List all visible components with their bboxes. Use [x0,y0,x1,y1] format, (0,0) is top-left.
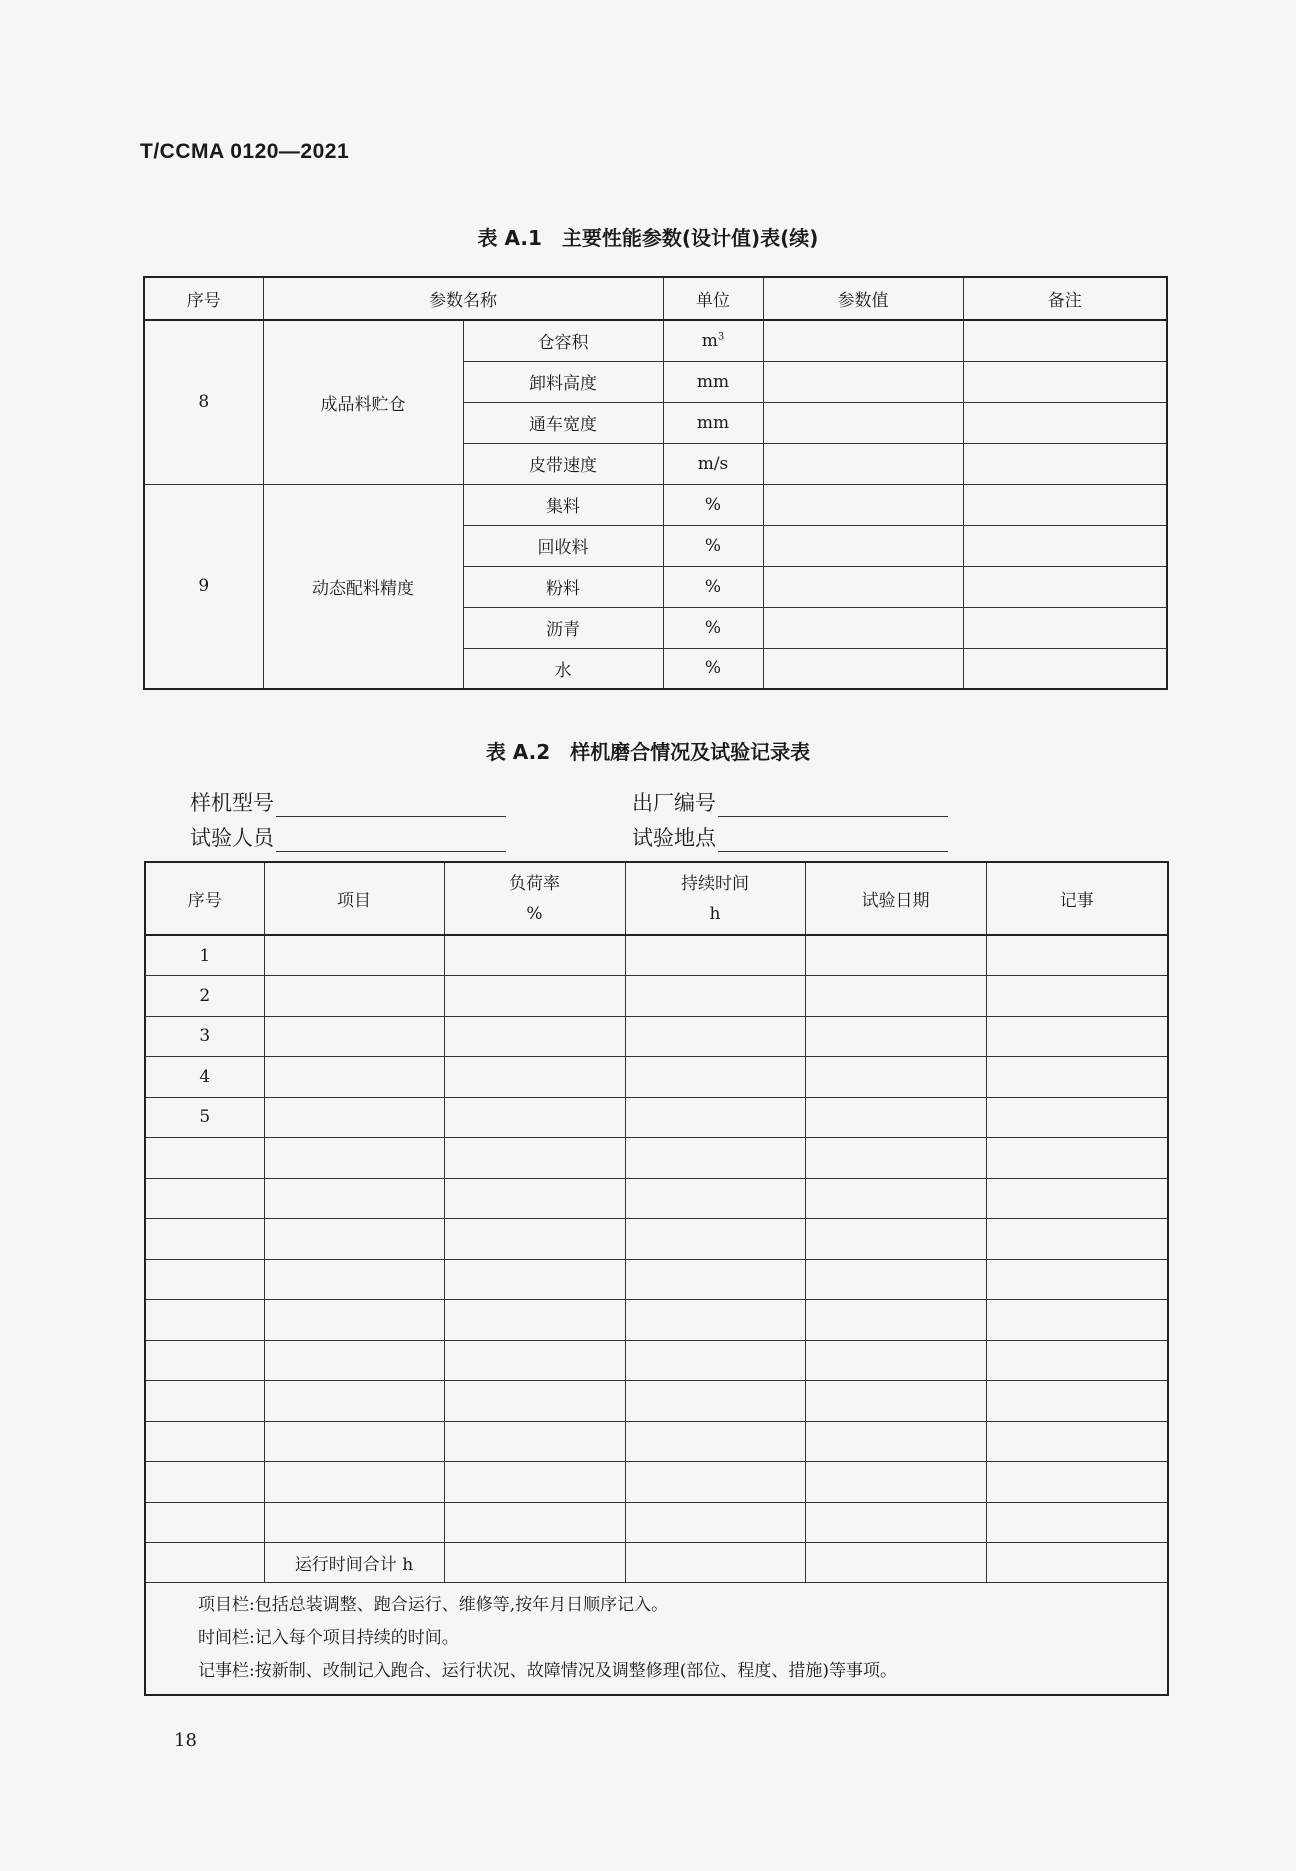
duration-cell[interactable] [625,1340,805,1381]
table-a1 [143,276,1168,690]
date-cell[interactable] [805,1097,986,1138]
item-cell[interactable] [264,1300,444,1341]
header-test-date: 试验日期 [805,862,986,935]
unit-cell: % [663,566,763,607]
table-row [144,484,1167,525]
table-row [145,1097,1168,1138]
table-row [144,320,1167,361]
value-cell [763,320,963,361]
row-number [145,1462,264,1503]
value-cell [763,648,963,689]
notes-cell[interactable] [986,1057,1168,1098]
date-cell[interactable] [805,1259,986,1300]
location-field [632,822,948,852]
duration-cell[interactable] [625,1178,805,1219]
row-number: 5 [145,1097,264,1138]
notes-cell[interactable] [986,1502,1168,1543]
table-a2-header-row [145,862,1168,935]
notes-cell[interactable] [986,1421,1168,1462]
item-cell[interactable] [264,1178,444,1219]
duration-cell[interactable] [625,1097,805,1138]
value-cell [763,361,963,402]
remark-cell [963,484,1167,525]
header-load-rate-unit: % [526,903,543,924]
item-cell[interactable] [264,1381,444,1422]
unit-cell: mm [663,361,763,402]
document-id: T/CCMA 0120—2021 [140,140,350,163]
duration-cell[interactable] [625,935,805,976]
row-number [145,1340,264,1381]
unit-cell: % [663,648,763,689]
row-number: 2 [145,976,264,1017]
notes-cell[interactable] [986,1097,1168,1138]
header-item: 项目 [264,862,444,935]
item-cell[interactable] [264,935,444,976]
unit-cell: mm [663,402,763,443]
model-label: 样机型号 [190,791,274,815]
table-row [145,1340,1168,1381]
date-cell[interactable] [805,1138,986,1179]
remark-cell [963,361,1167,402]
row-number [145,1219,264,1260]
load-rate-cell[interactable] [444,1502,625,1543]
total-cell[interactable] [805,1543,986,1583]
header-no: 序号 [144,277,263,320]
row-number [145,1381,264,1422]
load-rate-cell[interactable] [444,1421,625,1462]
notes-cell[interactable] [986,1219,1168,1260]
table-row [145,1259,1168,1300]
total-cell[interactable] [444,1543,625,1583]
load-rate-cell[interactable] [444,1462,625,1503]
footnote-time: 时间栏:记入每个项目持续的时间。 [198,1628,459,1648]
table-row [145,1462,1168,1503]
param-name: 水 [463,648,663,689]
table-row [145,1502,1168,1543]
notes-cell[interactable] [986,1016,1168,1057]
header-load-rate-label: 负荷率 [509,873,560,894]
notes-cell[interactable] [986,976,1168,1017]
unit-cell: % [663,607,763,648]
table-row [145,1016,1168,1057]
date-cell[interactable] [805,1219,986,1260]
param-name: 回收料 [463,525,663,566]
duration-cell[interactable] [625,1381,805,1422]
item-cell[interactable] [264,976,444,1017]
duration-cell[interactable] [625,1057,805,1098]
param-name: 卸料高度 [463,361,663,402]
load-rate-cell[interactable] [444,1016,625,1057]
notes-cell[interactable] [986,1259,1168,1300]
total-label: 运行时间合计 h [264,1543,444,1583]
total-no-cell [145,1543,264,1583]
date-cell[interactable] [805,1381,986,1422]
notes-cell[interactable] [986,1462,1168,1503]
date-cell[interactable] [805,1016,986,1057]
value-cell [763,443,963,484]
row-number [145,1259,264,1300]
table-a1-header-row [144,277,1167,320]
date-cell[interactable] [805,1462,986,1503]
load-rate-cell[interactable] [444,935,625,976]
total-cell[interactable] [986,1543,1168,1583]
unit-cell: % [663,484,763,525]
model-field [190,787,506,817]
total-cell[interactable] [625,1543,805,1583]
table-row [145,1178,1168,1219]
date-cell[interactable] [805,1057,986,1098]
location-label: 试验地点 [632,826,716,850]
remark-cell [963,320,1167,361]
notes-cell[interactable] [986,1300,1168,1341]
duration-cell[interactable] [625,1421,805,1462]
total-row [145,1543,1168,1583]
row-number [145,1421,264,1462]
item-cell[interactable] [264,1502,444,1543]
header-duration [625,862,805,935]
value-cell [763,525,963,566]
row-number [145,1138,264,1179]
model-blank[interactable] [276,794,506,817]
row-number: 3 [145,1016,264,1057]
load-rate-cell[interactable] [444,1381,625,1422]
load-rate-cell[interactable] [444,976,625,1017]
tester-field [190,822,506,852]
date-cell[interactable] [805,1300,986,1341]
remark-cell [963,402,1167,443]
unit-cell [663,320,763,361]
row-number: 4 [145,1057,264,1098]
serial-blank[interactable] [718,794,948,817]
duration-cell[interactable] [625,1016,805,1057]
table-row [145,1421,1168,1462]
item-cell[interactable] [264,1219,444,1260]
location-blank[interactable] [718,829,948,852]
footnote-item: 项目栏:包括总装调整、跑合运行、维修等,按年月日顺序记入。 [198,1595,669,1615]
page-number: 18 [174,1730,197,1751]
load-rate-cell[interactable] [444,1300,625,1341]
unit-superscript: 3 [717,331,725,343]
date-cell[interactable] [805,1421,986,1462]
table-row [145,976,1168,1017]
header-duration-label: 持续时间 [681,873,749,894]
duration-cell[interactable] [625,976,805,1017]
duration-cell[interactable] [625,1259,805,1300]
duration-cell[interactable] [625,1502,805,1543]
remark-cell [963,607,1167,648]
load-rate-cell[interactable] [444,1097,625,1138]
table-row [145,1057,1168,1098]
table-row [145,1300,1168,1341]
remark-cell [963,648,1167,689]
table-row [145,1138,1168,1179]
item-cell[interactable] [264,1138,444,1179]
item-cell[interactable] [264,1016,444,1057]
date-cell[interactable] [805,935,986,976]
notes-cell[interactable] [986,1381,1168,1422]
value-cell [763,402,963,443]
item-cell[interactable] [264,1259,444,1300]
table-a2-caption: 表 A.2 样机磨合情况及试验记录表 [485,740,811,764]
param-name: 通车宽度 [463,402,663,443]
notes-cell[interactable] [986,1340,1168,1381]
tester-label: 试验人员 [190,826,274,850]
item-cell[interactable] [264,1057,444,1098]
duration-cell[interactable] [625,1138,805,1179]
param-name: 粉料 [463,566,663,607]
remark-cell [963,566,1167,607]
serial-field [632,787,948,817]
header-duration-unit: h [709,903,721,924]
duration-cell[interactable] [625,1462,805,1503]
load-rate-cell[interactable] [444,1219,625,1260]
group-no: 9 [144,484,263,689]
value-cell [763,566,963,607]
tester-blank[interactable] [276,829,506,852]
date-cell[interactable] [805,1178,986,1219]
date-cell[interactable] [805,1502,986,1543]
footnote-notes: 记事栏:按新制、改制记入跑合、运行状况、故障情况及调整修理(部位、程度、措施)等事项。 [198,1661,897,1681]
notes-cell[interactable] [986,1178,1168,1219]
item-cell[interactable] [264,1462,444,1503]
value-cell [763,484,963,525]
load-rate-cell[interactable] [444,1340,625,1381]
load-rate-cell[interactable] [444,1178,625,1219]
group-name: 动态配料精度 [263,484,463,689]
remark-cell [963,443,1167,484]
header-value: 参数值 [763,277,963,320]
item-cell[interactable] [264,1097,444,1138]
row-number [145,1178,264,1219]
serial-label: 出厂编号 [632,791,716,815]
header-remark: 备注 [963,277,1167,320]
notes-cell[interactable] [986,1138,1168,1179]
footnotes [145,1583,1168,1696]
row-number [145,1300,264,1341]
footnote-row [145,1583,1168,1696]
group-no: 8 [144,320,263,484]
unit-cell: % [663,525,763,566]
date-cell[interactable] [805,976,986,1017]
load-rate-cell[interactable] [444,1259,625,1300]
header-unit: 单位 [663,277,763,320]
param-name: 沥青 [463,607,663,648]
row-number: 1 [145,935,264,976]
duration-cell[interactable] [625,1219,805,1260]
param-name: 集料 [463,484,663,525]
table-row [145,935,1168,976]
header-no: 序号 [145,862,264,935]
load-rate-cell[interactable] [444,1138,625,1179]
load-rate-cell[interactable] [444,1057,625,1098]
item-cell[interactable] [264,1340,444,1381]
table-a1-caption: 表 A.1 主要性能参数(设计值)表(续) [477,226,819,250]
param-name: 仓容积 [463,320,663,361]
table-row [145,1219,1168,1260]
table-row [145,1381,1168,1422]
value-cell [763,607,963,648]
header-notes: 记事 [986,862,1168,935]
item-cell[interactable] [264,1421,444,1462]
header-param-name: 参数名称 [263,277,663,320]
duration-cell[interactable] [625,1300,805,1341]
param-name: 皮带速度 [463,443,663,484]
notes-cell[interactable] [986,935,1168,976]
table-a2 [144,861,1169,1696]
remark-cell [963,525,1167,566]
group-name: 成品料贮仓 [263,320,463,484]
header-load-rate [444,862,625,935]
row-number [145,1502,264,1543]
date-cell[interactable] [805,1340,986,1381]
unit-text: m [701,330,718,351]
unit-cell: m/s [663,443,763,484]
